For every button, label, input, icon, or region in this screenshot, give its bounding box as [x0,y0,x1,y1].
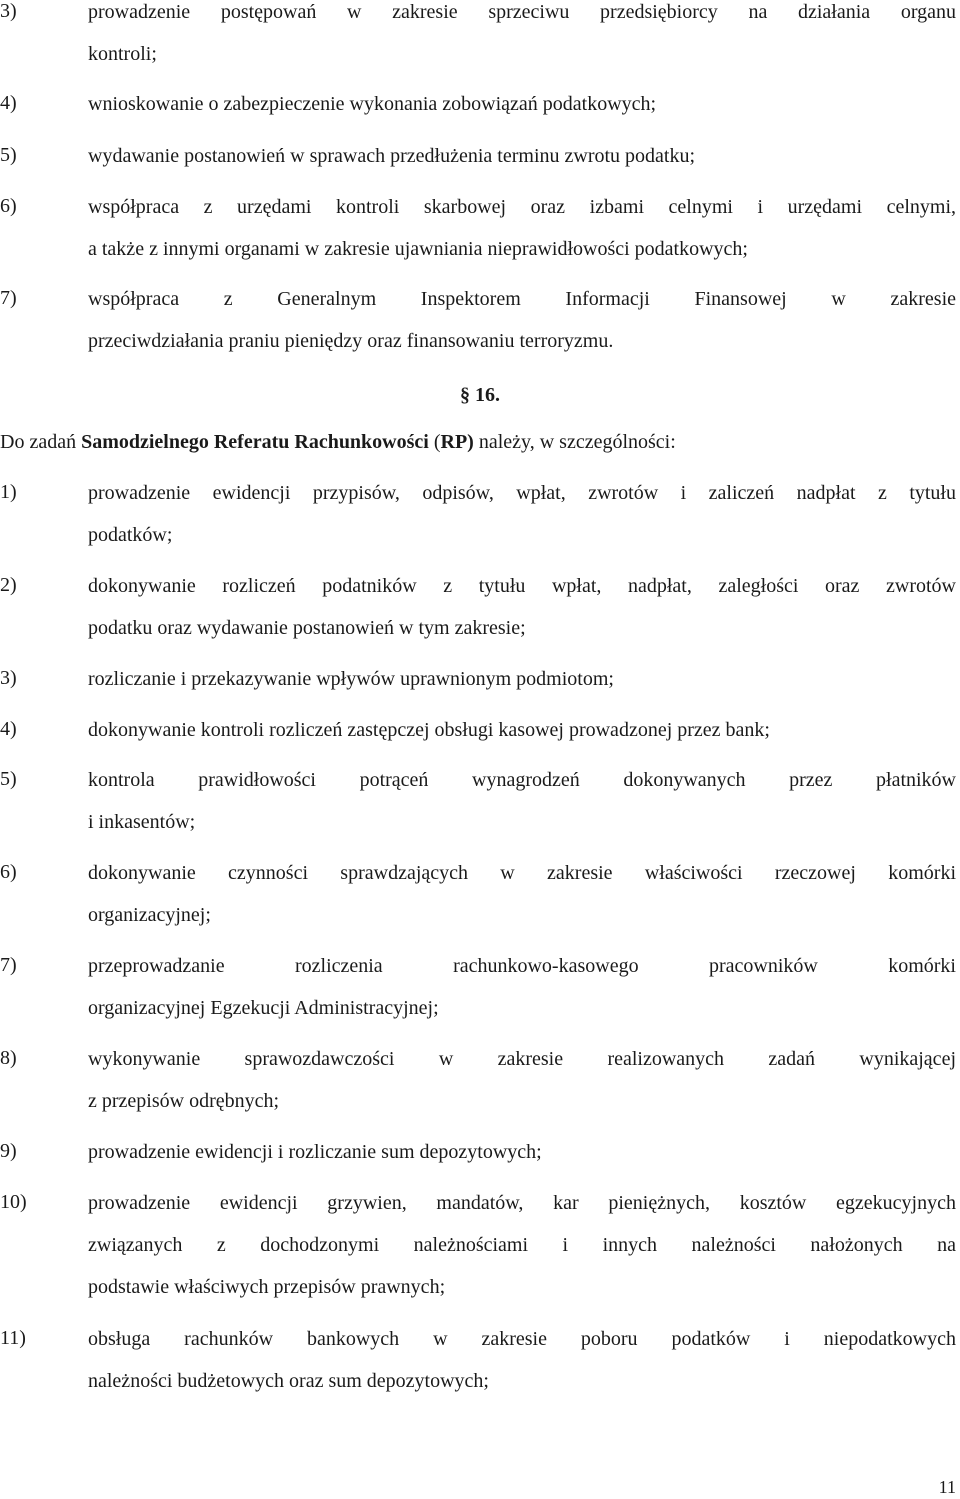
list-item-line: prowadzenie ewidencji przypisów, odpisów, wpłat, zwrotów i zaliczeń nadpłat z tytułu [88,482,956,504]
list-item-number: 4) [0,92,17,114]
list-item-line: związanych z dochodzonymi należnościami i innych należności nałożonych na [88,1234,956,1256]
list-item-line: z przepisów odrębnych; [88,1090,280,1112]
list-item-number: 4) [0,718,17,740]
list-item-line: prowadzenie ewidencji i rozliczanie sum depozytowych; [88,1141,542,1163]
intro-unit-name: Samodzielnego Referatu Rachunkowości [81,431,429,453]
list-item-line: wnioskowanie o zabezpieczenie wykonania zobowiązań podatkowych; [88,93,657,115]
list-item-line: podatków; [88,524,173,546]
list-item-line: a także z innymi organami w zakresie ujawniania nieprawidłowości podatkowych; [88,238,748,260]
list-item-line: współpraca z Generalnym Inspektorem Informacji Finansowej w zakresie [88,288,956,310]
list-item-number: 6) [0,195,17,217]
section-heading: § 16. [460,384,500,406]
intro-paren: ( [428,431,441,453]
list-item-line: rozliczanie i przekazywanie wpływów uprawnionym podmiotom; [88,668,614,690]
list-item-line: współpraca z urzędami kontroli skarbowej oraz izbami celnymi i urzędami celnymi, [88,196,956,218]
list-item-line: podstawie właściwych przepisów prawnych; [88,1276,446,1298]
list-item-line: i inkasentów; [88,811,196,833]
list-item-line: przeprowadzanie rozliczenia rachunkowo-kasowego pracowników komórki [88,955,956,977]
list-item-line: należności budżetowych oraz sum depozytowych; [88,1370,489,1392]
list-item-number: 1) [0,481,17,503]
list-item-line: podatku oraz wydawanie postanowień w tym zakresie; [88,617,526,639]
list-item-number: 7) [0,954,17,976]
list-item-line: dokonywanie czynności sprawdzających w zakresie właściwości rzeczowej komórki [88,862,956,884]
intro-prefix: Do zadań [0,431,82,453]
page-number: 11 [938,1477,956,1497]
list-item-line: wykonywanie sprawozdawczości w zakresie realizowanych zadań wynikającej [88,1048,956,1070]
list-item-number: 2) [0,574,17,596]
list-item-number: 3) [0,0,17,22]
list-item-line: wydawanie postanowień w sprawach przedłużenia terminu zwrotu podatku; [88,145,696,167]
list-item-number: 11) [0,1327,26,1349]
list-item-number: 3) [0,667,17,689]
section-intro [0,430,958,454]
intro-abbreviation: RP) [440,431,474,453]
list-item-number: 7) [0,287,17,309]
list-item-line: dokonywanie kontroli rozliczeń zastępczej obsługi kasowej prowadzonej przez bank; [88,719,770,741]
list-item-line: organizacyjnej; [88,904,211,926]
list-item-line: obsługa rachunków bankowych w zakresie poboru podatków i niepodatkowych [88,1328,956,1350]
list-item-line: organizacyjnej Egzekucji Administracyjnej; [88,997,439,1019]
list-item-line: prowadzenie postępowań w zakresie sprzeciwu przedsiębiorcy na działania organu [88,1,956,23]
list-item-number: 10) [0,1191,27,1213]
list-item-line: przeciwdziałania praniu pieniędzy oraz finansowaniu terroryzmu. [88,330,614,352]
list-item-number: 5) [0,768,17,790]
list-item-line: prowadzenie ewidencji grzywien, mandatów, kar pieniężnych, kosztów egzekucyjnych [88,1192,956,1214]
list-item-line: dokonywanie rozliczeń podatników z tytułu wpłat, nadpłat, zaległości oraz zwrotów [88,575,956,597]
list-item-number: 8) [0,1047,17,1069]
list-item-number: 9) [0,1140,17,1162]
list-item-number: 6) [0,861,17,883]
intro-suffix: należy, w szczególności: [473,431,676,453]
list-item-number: 5) [0,144,17,166]
list-item-line: kontrola prawidłowości potrąceń wynagrodzeń dokonywanych przez płatników [88,769,956,791]
list-item-line: kontroli; [88,43,157,65]
